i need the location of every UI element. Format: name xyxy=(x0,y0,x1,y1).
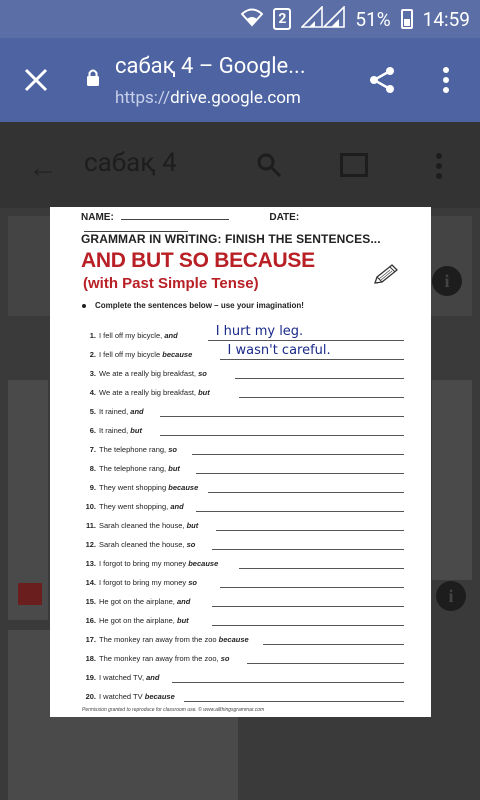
exercise-number: 1. xyxy=(89,331,96,340)
instruction-text: Complete the sentences below – use your imagination! xyxy=(95,301,304,310)
prompt-text: I forgot to bring my money xyxy=(99,559,187,568)
exercise-number: 15. xyxy=(85,597,96,606)
answer-line[interactable] xyxy=(220,359,404,360)
tab-url xyxy=(115,88,301,108)
drive-image-icon xyxy=(18,583,42,605)
exercise-prompt xyxy=(99,597,190,606)
prompt-text: I watched TV, xyxy=(99,673,145,682)
exercise-item xyxy=(84,670,404,684)
exercise-number: 8. xyxy=(89,464,96,473)
conjunction: because xyxy=(144,692,175,701)
worksheet-preview[interactable] xyxy=(50,207,431,717)
prompt-text: They went shopping, xyxy=(99,502,169,511)
exercise-number: 12. xyxy=(85,540,96,549)
conjunction: because xyxy=(188,559,219,568)
exercise-prompt xyxy=(99,331,178,340)
prompt-text: I fell off my bicycle xyxy=(99,350,161,359)
signal-icon xyxy=(301,6,345,33)
bullet-icon xyxy=(82,304,86,308)
prompt-text: It rained, xyxy=(99,426,129,435)
exercise-number: 2. xyxy=(89,350,96,359)
conjunction: so xyxy=(168,445,177,454)
answer-line[interactable] xyxy=(235,378,404,379)
exercise-item xyxy=(84,442,404,456)
answer-line[interactable] xyxy=(196,511,404,512)
exercise-prompt xyxy=(99,369,207,378)
answer-line[interactable] xyxy=(212,606,404,607)
answer-line[interactable] xyxy=(212,549,404,550)
exercise-item xyxy=(84,343,404,361)
exercise-item xyxy=(84,518,404,532)
pencil-icon xyxy=(372,263,400,287)
battery-icon xyxy=(401,9,413,29)
conjunction: but xyxy=(168,464,180,473)
conjunction: and xyxy=(170,502,184,511)
answer-line[interactable] xyxy=(263,644,404,645)
drive-header-dimmed xyxy=(0,122,480,208)
exercise-number: 5. xyxy=(89,407,96,416)
more-vert-icon-drive[interactable] xyxy=(434,152,444,180)
worksheet-footer: Permission granted to reproduce for classroom use. © www.allthingsgrammar.com xyxy=(82,707,265,713)
lock-icon xyxy=(86,68,100,86)
exercise-item xyxy=(84,324,404,342)
answer-line[interactable] xyxy=(239,568,404,569)
exercise-number: 9. xyxy=(89,483,96,492)
exercise-number: 13. xyxy=(85,559,96,568)
conjunction: but xyxy=(176,616,189,625)
exercise-item xyxy=(84,423,404,437)
date-line xyxy=(84,223,188,232)
exercise-number: 7. xyxy=(89,445,96,454)
answer-line[interactable] xyxy=(208,340,404,341)
exercise-item xyxy=(84,499,404,513)
conjunction: and xyxy=(146,673,160,682)
exercise-prompt xyxy=(99,540,195,549)
name-label: NAME: xyxy=(81,212,114,223)
exercise-prompt xyxy=(99,388,210,397)
conjunction: so xyxy=(198,369,207,378)
exercise-prompt xyxy=(99,654,230,663)
exercise-prompt xyxy=(99,521,198,530)
prompt-text: He got on the airplane, xyxy=(99,616,175,625)
exercise-number: 16. xyxy=(85,616,96,625)
answer-line[interactable] xyxy=(172,682,404,683)
worksheet-title: GRAMMAR IN WRITING: FINISH THE SENTENCES... xyxy=(81,232,381,246)
worksheet-instruction xyxy=(82,301,304,310)
custom-tab-toolbar xyxy=(0,38,480,122)
exercise-number: 10. xyxy=(85,502,96,511)
exercise-prompt xyxy=(99,673,159,682)
answer-line[interactable] xyxy=(212,625,404,626)
conjunction: because xyxy=(168,483,199,492)
exercise-number: 18. xyxy=(85,654,96,663)
exercise-item xyxy=(84,651,404,665)
list-view-icon[interactable] xyxy=(340,153,368,177)
exercise-item xyxy=(84,537,404,551)
date-label: DATE: xyxy=(269,212,300,223)
clock: 14:59 xyxy=(422,7,470,31)
conjunction: but xyxy=(130,426,142,435)
close-icon[interactable] xyxy=(22,66,50,94)
answer-line[interactable] xyxy=(239,397,404,398)
prompt-text: Sarah cleaned the house, xyxy=(99,540,185,549)
exercise-number: 6. xyxy=(89,426,96,435)
conjunction: because xyxy=(162,350,193,359)
exercise-prompt xyxy=(99,502,184,511)
prompt-text: Sarah cleaned the house, xyxy=(99,521,185,530)
prompt-text: The monkey ran away from the zoo xyxy=(99,635,217,644)
handwritten-answer: I hurt my leg. xyxy=(215,324,304,339)
exercise-item xyxy=(84,385,404,399)
exercise-prompt xyxy=(99,578,197,587)
exercise-prompt xyxy=(99,692,175,701)
conjunction: but xyxy=(186,521,199,530)
exercise-prompt xyxy=(99,483,198,492)
exercise-prompt xyxy=(99,350,192,359)
info-icon[interactable]: i xyxy=(432,266,462,296)
drive-thumb-right-dimmed xyxy=(432,380,472,580)
exercise-item xyxy=(84,632,404,646)
exercise-prompt xyxy=(99,407,144,416)
conjunction: and xyxy=(176,597,191,606)
more-vert-icon[interactable] xyxy=(436,64,456,96)
exercise-prompt xyxy=(99,616,189,625)
wifi-icon xyxy=(241,7,263,32)
exercise-item xyxy=(84,594,404,608)
exercise-item xyxy=(84,461,404,475)
info-icon-2[interactable]: i xyxy=(436,581,466,611)
url-scheme: https:// xyxy=(115,88,171,108)
exercise-number: 20. xyxy=(85,692,96,701)
prompt-text: He got on the airplane, xyxy=(99,597,175,606)
sim-slot-badge: 2 xyxy=(273,8,291,30)
prompt-text: I fell off my bicycle, xyxy=(99,331,163,340)
handwritten-answer: I wasn't careful. xyxy=(227,343,331,358)
exercise-prompt xyxy=(99,464,180,473)
exercise-item xyxy=(84,404,404,418)
status-bar xyxy=(0,0,480,38)
exercise-number: 14. xyxy=(85,578,96,587)
answer-line[interactable] xyxy=(192,454,404,455)
prompt-text: It rained, xyxy=(99,407,129,416)
exercise-item xyxy=(84,689,404,703)
exercise-item xyxy=(84,613,404,627)
prompt-text: The monkey ran away from the zoo, xyxy=(99,654,219,663)
conjunction: but xyxy=(198,388,210,397)
exercise-number: 17. xyxy=(85,635,96,644)
prompt-text: The telephone rang, xyxy=(99,445,167,454)
conjunction: so xyxy=(220,654,230,663)
conjunction: because xyxy=(218,635,249,644)
worksheet-tense: (with Past Simple Tense) xyxy=(83,275,259,292)
answer-line[interactable] xyxy=(220,587,404,588)
exercise-item xyxy=(84,480,404,494)
exercise-number: 19. xyxy=(85,673,96,682)
tab-title: сабақ 4 – Google... xyxy=(115,54,306,79)
exercise-item xyxy=(84,575,404,589)
drive-folder-title: сабақ 4 xyxy=(84,148,177,178)
exercise-prompt xyxy=(99,445,177,454)
url-host: drive.google.com xyxy=(170,88,301,108)
conjunction: and xyxy=(164,331,178,340)
exercise-prompt xyxy=(99,559,218,568)
worksheet-subtitle: AND BUT SO BECAUSE xyxy=(81,249,315,272)
share-icon[interactable] xyxy=(366,64,398,96)
search-icon[interactable] xyxy=(256,152,282,178)
prompt-text: They went shopping xyxy=(99,483,167,492)
exercise-number: 4. xyxy=(89,388,96,397)
back-arrow-icon[interactable]: ← xyxy=(28,150,58,185)
answer-line[interactable] xyxy=(208,492,404,493)
answer-line[interactable] xyxy=(184,701,404,702)
exercise-item xyxy=(84,366,404,380)
exercise-number: 11. xyxy=(85,521,96,530)
exercise-item xyxy=(84,556,404,570)
name-line xyxy=(121,211,229,220)
exercise-number: 3. xyxy=(89,369,96,378)
prompt-text: The telephone rang, xyxy=(99,464,167,473)
prompt-text: I watched TV xyxy=(99,692,143,701)
exercise-prompt xyxy=(99,635,249,644)
answer-line[interactable] xyxy=(216,530,404,531)
conjunction: and xyxy=(130,407,144,416)
answer-line[interactable] xyxy=(196,473,404,474)
answer-line[interactable] xyxy=(160,435,404,436)
answer-line[interactable] xyxy=(160,416,404,417)
conjunction: so xyxy=(186,540,196,549)
prompt-text: We ate a really big breakfast, xyxy=(99,369,196,378)
prompt-text: I forgot to bring my money xyxy=(99,578,187,587)
answer-line[interactable] xyxy=(247,663,404,664)
battery-percent: 51% xyxy=(355,7,391,31)
conjunction: so xyxy=(188,578,197,587)
prompt-text: We ate a really big breakfast, xyxy=(99,388,196,397)
exercise-prompt xyxy=(99,426,142,435)
